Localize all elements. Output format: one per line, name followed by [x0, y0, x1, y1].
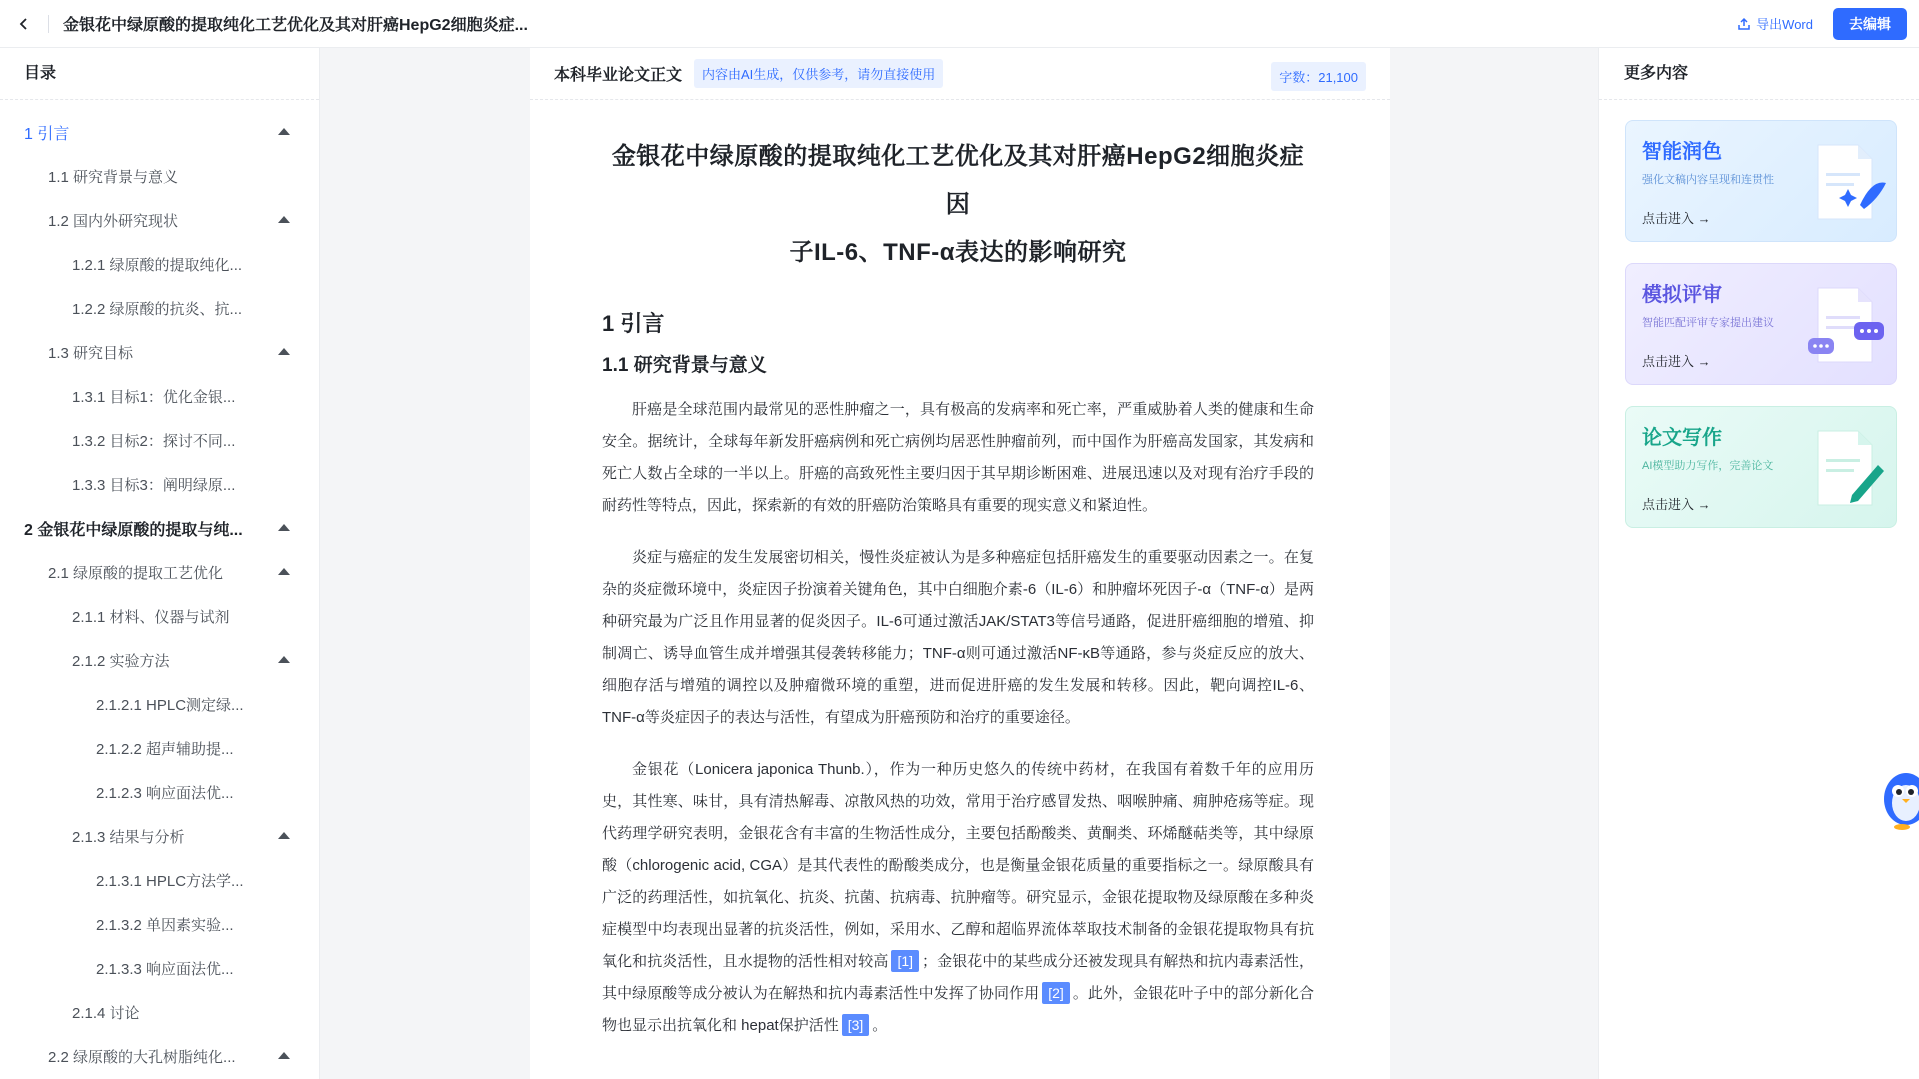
toc-item[interactable] [0, 374, 319, 418]
caret-up-icon[interactable] [278, 832, 290, 839]
card-title: 智能润色 [1642, 141, 1722, 163]
paragraph-text: 。 [872, 1017, 888, 1034]
paragraph [602, 754, 1314, 1042]
smart-polish-card[interactable] [1625, 120, 1897, 242]
toc-item-label: 1.3 研究目标 [48, 344, 134, 362]
toc-item[interactable] [0, 946, 319, 990]
caret-up-icon[interactable] [278, 568, 290, 575]
toc-item[interactable] [0, 418, 319, 462]
top-header [0, 0, 1919, 48]
caret-up-icon[interactable] [278, 348, 290, 355]
subsection-heading: 1.1 研究背景与意义 [602, 355, 767, 376]
toc-item-label: 1.2.1 绿原酸的提取纯化... [72, 256, 243, 274]
export-word-label: 导出Word [1756, 17, 1813, 32]
toc-item[interactable] [0, 858, 319, 902]
citation-badge[interactable]: [1] [891, 950, 919, 972]
toc-item-label: 1.3.3 目标3：阐明绿原... [72, 476, 236, 494]
toc-item[interactable] [0, 726, 319, 770]
paragraph-text: 。此外，金银花叶子中的部分新化合物也显示出抗氧化和 hepat保护活性 [602, 985, 1314, 1034]
toc-item-label: 2.1.2.3 响应面法优... [96, 784, 234, 802]
document-type: 本科毕业论文正文 [554, 67, 683, 84]
assistant-mascot-icon[interactable] [1876, 763, 1919, 833]
paragraph-text: 金银花（Lonicera japonica Thunb.），作为一种历史悠久的传统中药材，在我国有着数千年的应用历史，其性寒、味甘，具有清热解毒、凉散风热的功效，常用于治疗感冒发热、咽喉肿痛、痈肿疮疡等症。现代药理学研究表明，金银花含有丰富的生物活性成分，主要包括酚酸类、黄酮类、环烯醚萜类等，其中绿原酸（chlorogenic acid, CGA）是其代表性的酚酸类成分，也是衡量金银花质量的重要指标之一。绿原酸具有广泛的药理活性，如抗氧化、抗炎、抗菌、抗病毒、抗肿瘤等。研究显示，金银花提取物及绿原酸在多种炎症模型中均表现出显著的抗炎活性，例如，采用水、乙醇和超临界流体萃取技术制备的金银花提取物具有抗氧化和抗炎活性，且水提物的活性相对较高 [602, 761, 1314, 970]
caret-up-icon[interactable] [278, 128, 290, 135]
toc-item-label: 1.2.2 绿原酸的抗炎、抗... [72, 300, 243, 318]
toc-item-label: 2.1.3.2 单因素实验... [96, 916, 234, 934]
toc-item[interactable] [0, 506, 319, 550]
toc-item[interactable] [0, 902, 319, 946]
toc-item[interactable] [0, 990, 319, 1034]
toc-item-label: 2.1.3.1 HPLC方法学... [96, 872, 244, 890]
toc-item[interactable] [0, 330, 319, 374]
toc-item-label: 1.3.1 目标1：优化金银... [72, 388, 236, 406]
toc-list [0, 100, 319, 1078]
document-title: 金银花中绿原酸的提取纯化工艺优化及其对肝癌HepG2细胞炎症... [63, 17, 528, 34]
paragraph-text: ；金银花中的某些成分还被发现具有解热和抗内毒素活性，其中绿原酸等成分被认为在解热和抗内毒素活性中发挥了协同作用 [602, 953, 1314, 1002]
ai-notice-tag: 内容由AI生成，仅供参考，请勿直接使用 [694, 59, 943, 88]
document-body [530, 133, 1390, 1042]
toc-item-label: 1.3.2 目标2：探讨不同... [72, 432, 236, 450]
toc-item-label: 2 金银花中绿原酸的提取与纯... [24, 521, 243, 539]
toc-item-label: 2.1.2 实验方法 [72, 652, 170, 670]
toc-item-label: 2.1.1 材料、仪器与试剂 [72, 608, 230, 626]
go-edit-button[interactable]: 去编辑 [1833, 8, 1907, 40]
card-description: 智能匹配评审专家提出建议 [1642, 317, 1774, 329]
caret-up-icon[interactable] [278, 524, 290, 531]
toc-item[interactable] [0, 154, 319, 198]
document-sparkle-icon [1808, 139, 1888, 227]
toc-item-label: 1.2 国内外研究现状 [48, 212, 179, 230]
card-title: 论文写作 [1642, 427, 1722, 449]
toc-sidebar [0, 48, 320, 1079]
toc-item-label: 2.1 绿原酸的提取工艺优化 [48, 564, 224, 582]
toc-item-label: 2.1.4 讨论 [72, 1004, 140, 1022]
document-panel [530, 48, 1390, 1079]
card-enter-link[interactable]: 点击进入 → [1642, 211, 1711, 226]
paragraph: 肝癌是全球范围内最常见的恶性肿瘤之一，具有极高的发病率和死亡率，严重威胁着人类的健康和生命安全。据统计，全球每年新发肝癌病例和死亡病例均居恶性肿瘤前列，而中国作为肝癌高发国家，其发病和死亡人数占全球的一半以上。肝癌的高致死性主要归因于其早期诊断困难、进展迅速以及对现有治疗手段的耐药性等特点，因此，探索新的有效的肝癌防治策略具有重要的现实意义和紧迫性。 [602, 401, 1314, 514]
toc-item-label: 2.1.3.3 响应面法优... [96, 960, 234, 978]
caret-up-icon[interactable] [278, 216, 290, 223]
paper-title-line: 子IL-6、TNF-α表达的影响研究 [789, 239, 1127, 266]
chevron-left-icon [17, 17, 31, 31]
card-title: 模拟评审 [1642, 284, 1722, 306]
export-word-button[interactable] [1737, 14, 1813, 33]
toc-item[interactable] [0, 242, 319, 286]
back-button[interactable] [0, 0, 48, 48]
toc-item[interactable] [0, 594, 319, 638]
card-enter-link[interactable]: 点击进入 → [1642, 497, 1711, 512]
paper-title [602, 133, 1314, 277]
more-content-title: 更多内容 [1599, 48, 1919, 100]
paragraph: 炎症与癌症的发生发展密切相关，慢性炎症被认为是多种癌症包括肝癌发生的重要驱动因素之一。在复杂的炎症微环境中，炎症因子扮演着关键角色，其中白细胞介素-6（IL-6）和肿瘤坏死因子-α（TNF-α）是两种研究最为广泛且作用显著的促炎因子。IL-6可通过激活JAK/STAT3等信号通路，促进肝癌细胞的增殖、抑制凋亡、诱导血管生成并增强其侵袭转移能力；TNF-α则可通过激活NF-κB等通路，参与炎症反应的放大、细胞存活与增殖的调控以及肿瘤微环境的重塑，进而促进肝癌的发生发展和转移。因此，靶向调控IL-6、TNF-α等炎症因子的表达与活性，有望成为肝癌预防和治疗的重要途径。 [602, 549, 1314, 726]
toc-item[interactable] [0, 682, 319, 726]
toc-item[interactable] [0, 770, 319, 814]
toc-item[interactable] [0, 462, 319, 506]
toc-item-label: 1.1 研究背景与意义 [48, 168, 179, 186]
caret-up-icon[interactable] [278, 1052, 290, 1059]
section-heading: 1 引言 [602, 311, 665, 336]
card-description: AI模型助力写作，完善论文 [1642, 460, 1774, 472]
toc-item-label: 2.1.3 结果与分析 [72, 828, 185, 846]
document-pen-icon [1808, 425, 1888, 513]
toc-item-label: 2.2 绿原酸的大孔树脂纯化... [48, 1048, 236, 1066]
mock-review-card[interactable] [1625, 263, 1897, 385]
review-chat-icon [1808, 282, 1888, 370]
word-count-badge: 字数：21,100 [1271, 62, 1366, 91]
toc-item[interactable] [0, 550, 319, 594]
toc-item[interactable] [0, 638, 319, 682]
citation-badge[interactable]: [3] [842, 1014, 870, 1036]
paper-title-line: 金银花中绿原酸的提取纯化工艺优化及其对肝癌HepG2细胞炎症因 [611, 143, 1305, 218]
toc-item[interactable] [0, 814, 319, 858]
toc-item-label: 1 引言 [24, 125, 70, 143]
toc-title: 目录 [0, 48, 319, 100]
caret-up-icon[interactable] [278, 656, 290, 663]
toc-item[interactable] [0, 110, 319, 154]
toc-item[interactable] [0, 1034, 319, 1078]
document-toolbar [530, 48, 1390, 100]
header-divider [48, 15, 49, 33]
toc-item-label: 2.1.2.1 HPLC测定绿... [96, 696, 244, 714]
toc-item-label: 2.1.2.2 超声辅助提... [96, 740, 234, 758]
more-content-panel [1598, 48, 1919, 1079]
toc-item[interactable] [0, 198, 319, 242]
card-description: 强化文稿内容呈现和连贯性 [1642, 174, 1774, 186]
paper-writing-card[interactable] [1625, 406, 1897, 528]
upload-icon [1737, 17, 1751, 31]
toc-item[interactable] [0, 286, 319, 330]
card-enter-link[interactable]: 点击进入 → [1642, 354, 1711, 369]
citation-badge[interactable]: [2] [1042, 982, 1070, 1004]
